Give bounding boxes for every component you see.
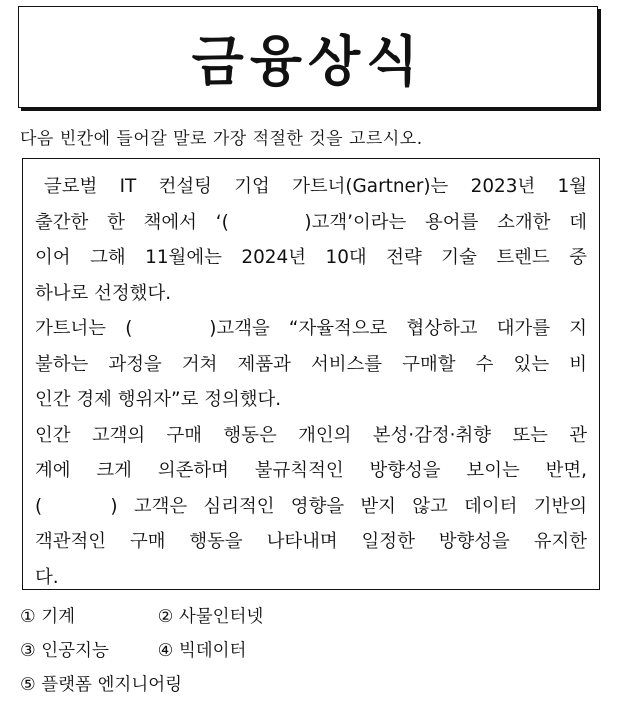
passage-line: 가트너는 ( )고객을 “자율적으로 협상하고 대가를 지 — [35, 318, 587, 339]
passage-line: 불하는 과정을 거쳐 제품과 서비스를 구매할 수 있는 비 — [35, 353, 587, 375]
title-box — [18, 6, 598, 108]
page-title: 금융상식 — [191, 28, 425, 93]
passage-line: 이어 그해 11월에는 2024년 10대 전략 기술 트렌드 중 — [35, 247, 587, 268]
passage-line: 인간 경제 행위자”로 정의했다. — [35, 389, 282, 410]
option-1[interactable]: ① 기계 — [20, 607, 76, 627]
option-row — [20, 600, 263, 634]
option-row — [20, 668, 263, 702]
option-3[interactable]: ③ 인공지능 — [20, 641, 109, 661]
option-row — [20, 634, 263, 668]
passage-box — [22, 158, 600, 590]
passage-line: 글로벌 IT 컨설팅 기업 가트너(Gartner)는 2023년 1월 — [44, 176, 587, 197]
option-4[interactable]: ④ 빅데이터 — [157, 641, 247, 661]
passage-line: 하나로 선정했다. — [35, 282, 172, 304]
passage-line: 객관적인 구매 행동을 나타내며 일정한 방향성을 유지한 — [35, 531, 587, 552]
option-2[interactable]: ② 사물인터넷 — [157, 607, 264, 627]
passage-line: 계에 크게 의존하며 불규칙적인 방향성을 보이는 반면, — [35, 460, 587, 481]
option-5[interactable]: ⑤ 플랫폼 엔지니어링 — [20, 675, 183, 695]
passage-line: 다. — [35, 566, 59, 588]
question-text: 다음 빈칸에 들어갈 말로 가장 적절한 것을 고르시오. — [20, 129, 423, 149]
passage-line: 인간 고객의 구매 행동은 개인의 본성·감정·취향 또는 관 — [35, 424, 587, 446]
passage-line: 출간한 한 책에서 ‘( )고객’이라는 용어를 소개한 데 — [35, 211, 587, 233]
passage-line: ( ) 고객은 심리적인 영향을 받지 않고 데이터 기반의 — [35, 495, 587, 517]
answer-options — [20, 600, 263, 702]
